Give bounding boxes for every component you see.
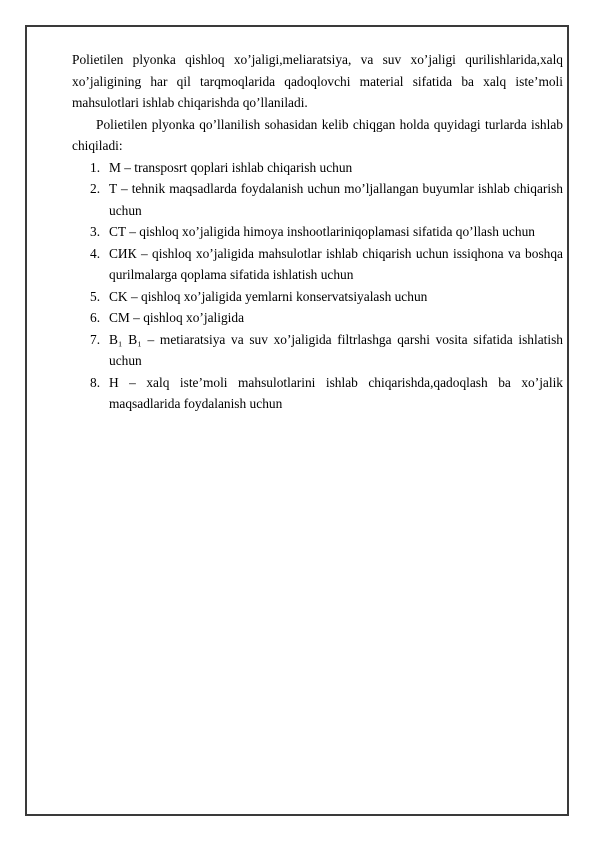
list-item [72, 178, 563, 221]
list-item-text: CИК – qishloq xo’jaligida mahsulotlar ishlab chiqarish uchun issiqhona va boshqa qurilmalarga qoplama sifatida ishlatish uchun [109, 245, 563, 282]
list-number: 3. [90, 224, 101, 239]
list-number: 1. [90, 159, 101, 175]
list-item-text: B₁ B₁ – metiaratsiya va suv xo’jaligida filtrlashga qarshi vosita sifatida ishlatish uchun [109, 331, 563, 368]
list-number: 7. [90, 331, 101, 347]
list-item [72, 307, 563, 329]
list-number: 4. [90, 245, 101, 261]
list-item-text: CT – qishloq xo’jaligida himoya inshootlariniqoplamasi sifatida qo’llash uchun [109, 224, 535, 239]
list-item [72, 372, 563, 415]
list-item-text: CM – qishloq xo’jaligida [109, 310, 245, 325]
list-item [72, 329, 563, 372]
list-item [72, 243, 563, 286]
list-item-text: CK – qishloq xo’jaligida yemlarni konservatsiyalash uchun [109, 288, 428, 304]
list-item [72, 221, 563, 243]
list-number: 2. [90, 181, 101, 196]
list-number: 6. [90, 310, 101, 325]
types-paragraph: Polietilen plyonka qo’llanilish sohasidan kelib chiqgan holda quyidagi turlarda ishlab chiqiladi: [72, 116, 563, 153]
list-item [72, 157, 563, 179]
list-item-text: H – xalq iste’moli mahsulotlarini ishlab chiqarishda,qadoqlash ba xo’jalik maqsadlarida foydalanish uchun [109, 374, 563, 411]
list-item [72, 286, 563, 308]
list-item-text: T – tehnik maqsadlarda foydalanish uchun mo’ljallangan buyumlar ishlab chiqarish uchun [109, 181, 563, 218]
list-item-text: M – transposrt qoplari ishlab chiqarish uchun [109, 159, 353, 175]
film-types-list [72, 157, 563, 415]
intro-paragraph: Polietilen plyonka qishloq xo’jaligi,meliaratsiya, va suv xo’jaligi qurilishlarida,xalq xo’jaligining har qil tarqmoqlarida qadoqlovchi material sifatida ba xalq iste’moli mahsulotlari ishlab chiqarishda qo’llaniladi. [72, 52, 563, 110]
list-number: 5. [90, 288, 101, 304]
list-number: 8. [90, 374, 101, 390]
document-body [72, 49, 563, 415]
